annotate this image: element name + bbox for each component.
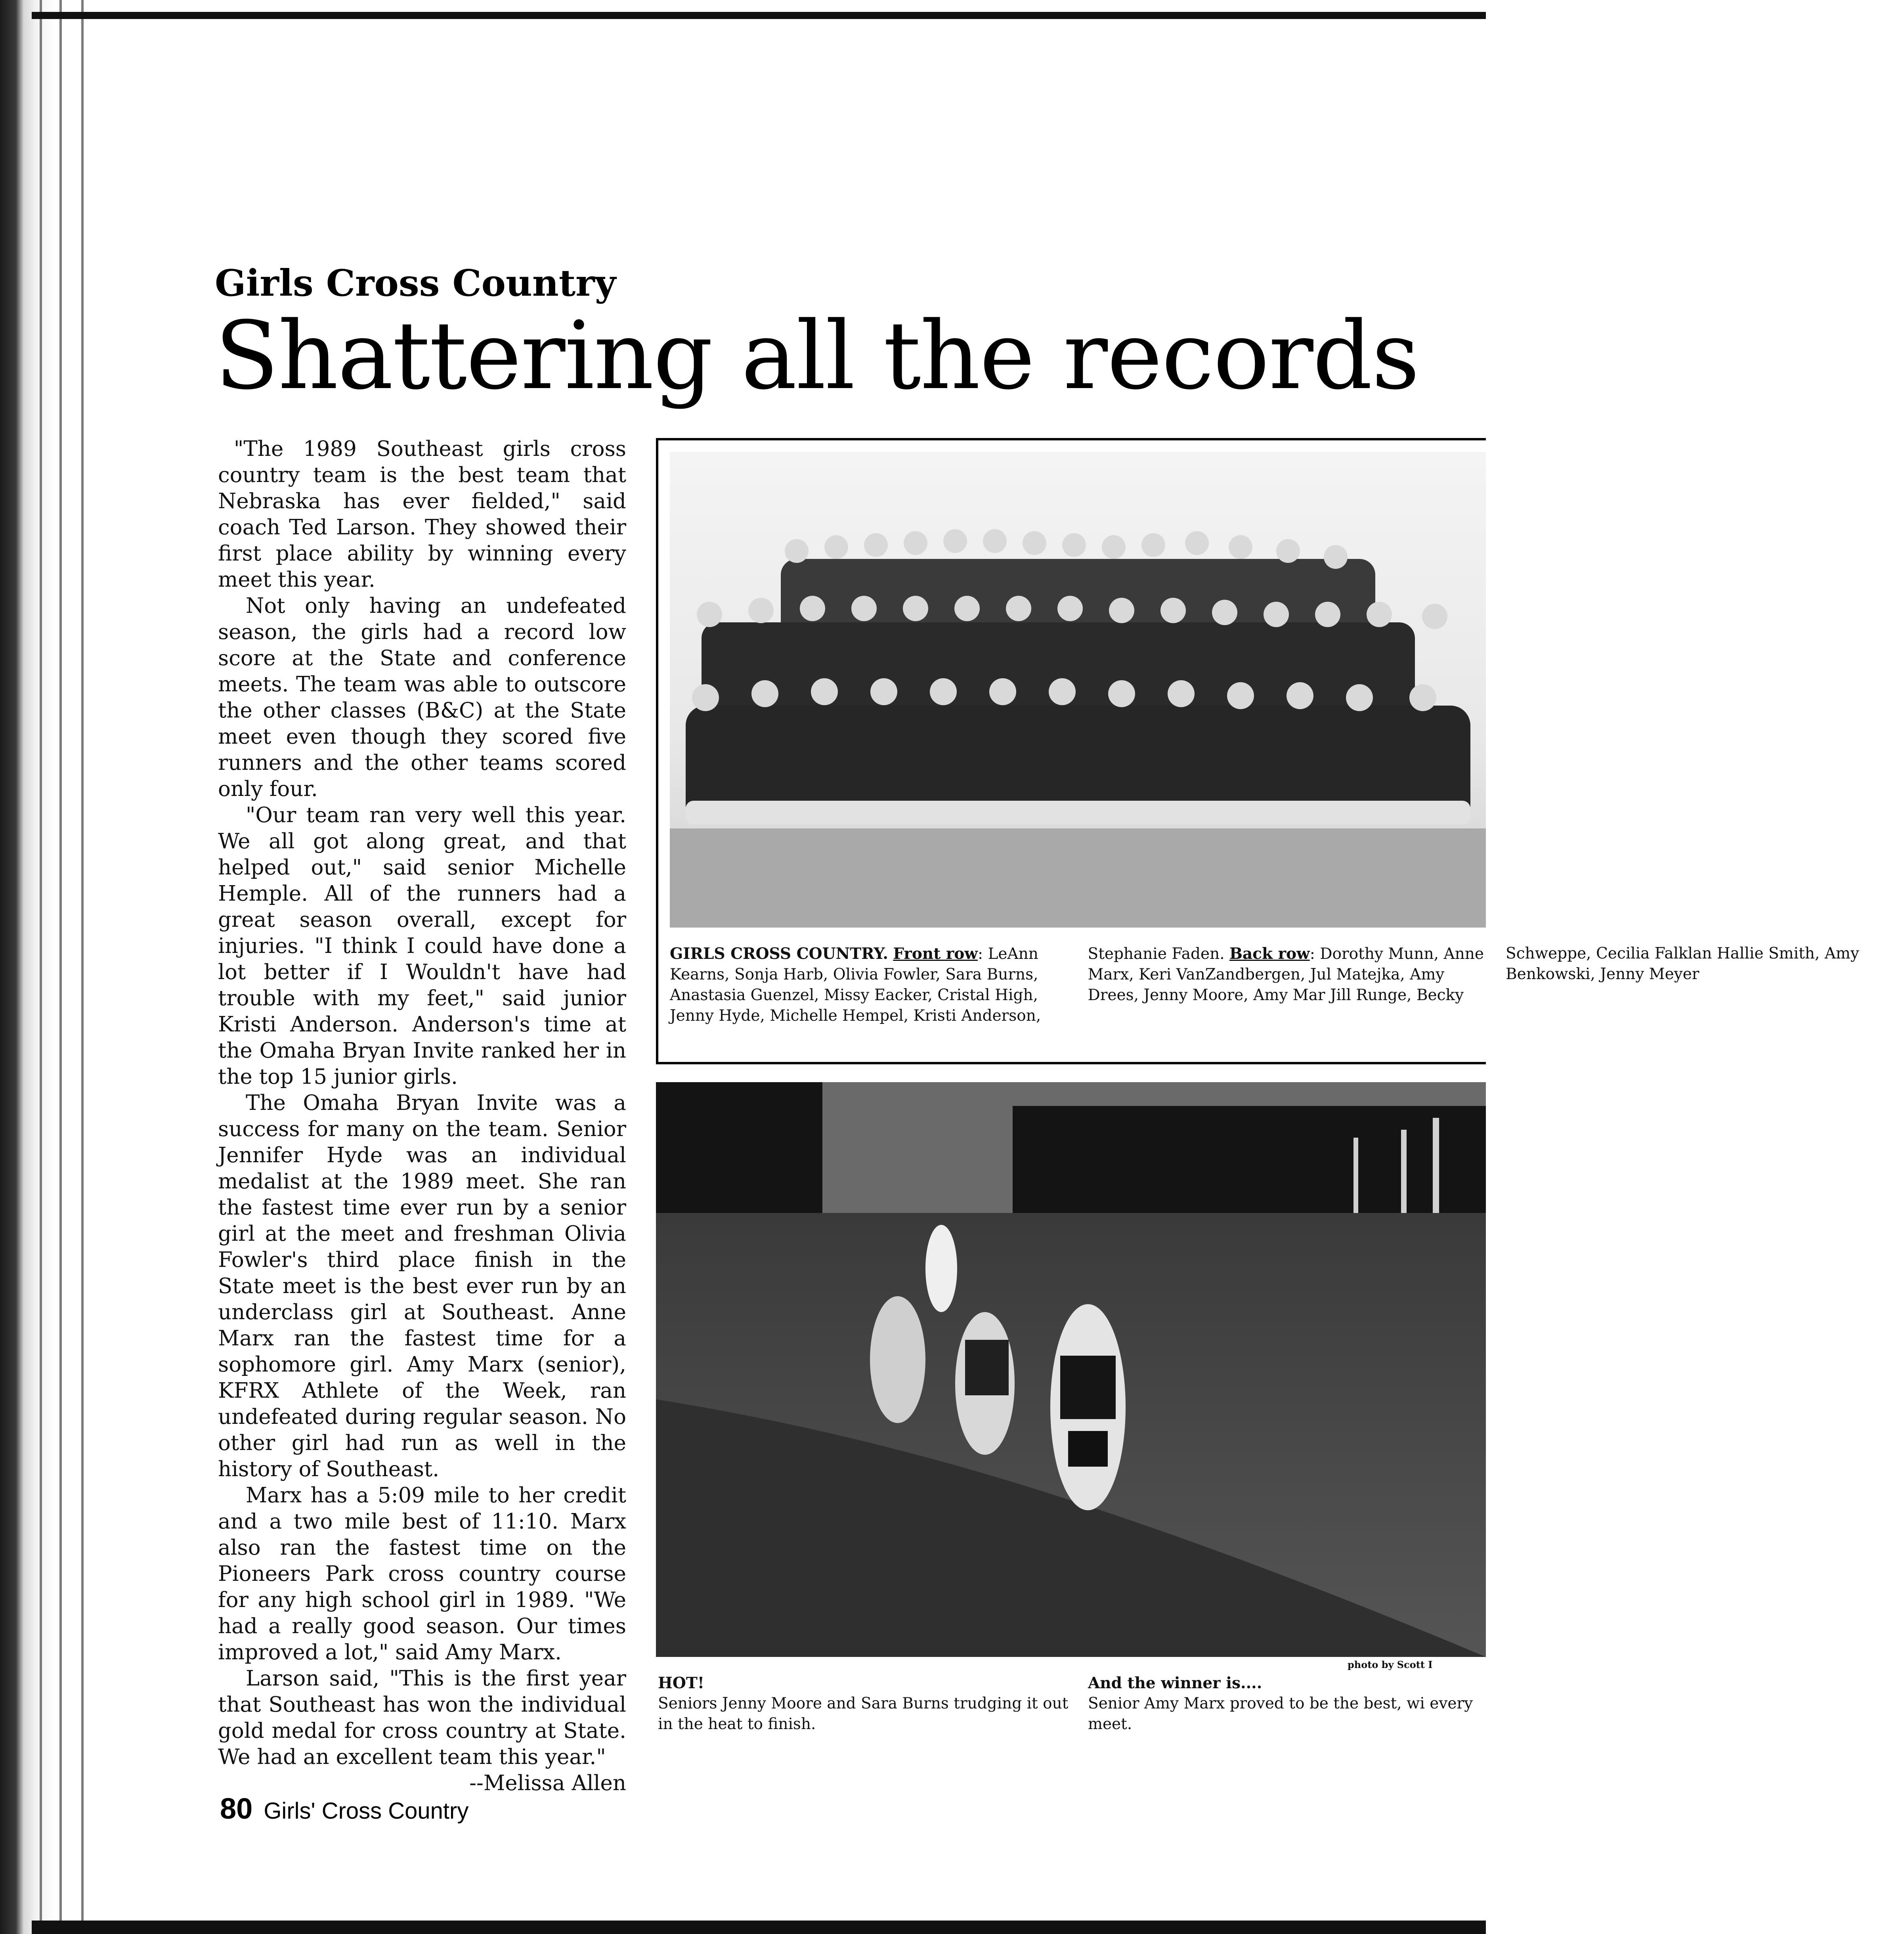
race-photo-image: [656, 1082, 1486, 1657]
story-paragraph: "The 1989 Southeast girls cross country team is the best team that Nebraska has ever fielded," said coach Ted Larson. They showed their first place ability by winning every meet this year.: [218, 437, 626, 592]
front-row-label: Front row: [893, 945, 978, 963]
binding-page-edge: [59, 0, 62, 1934]
story-paragraph: Not only having an undefeated season, the girls had a record low score at the State and conference meets. The team was able to outscore the other classes (B&C) at the State meet even though they scored five runners and the other teams scored only four.: [218, 594, 626, 801]
byline: --Melissa Allen: [469, 1771, 626, 1795]
photo-credit: photo by Scott I: [1348, 1659, 1433, 1670]
race-caption-left: [658, 1673, 1074, 1736]
team-photo-caption: [670, 943, 1859, 1043]
caption-left-heading: HOT!: [658, 1674, 704, 1692]
team-photo-image: [670, 452, 1486, 928]
page-folio: [220, 1792, 468, 1825]
caption-right-heading: And the winner is....: [1088, 1674, 1262, 1692]
story-paragraph: "Our team ran very well this year. We all got along great, and that helped out," said senior Michelle Hemple. All of the runners had a great season overall, except for injuries. "I think I could have done a lot better if I Wouldn't have had trouble with my feet," said junior Kristi Anderson. Anderson's time at the Omaha Bryan Invite ranked her in the top 15 junior girls.: [218, 803, 626, 1089]
race-caption-right: [1088, 1673, 1486, 1736]
page-headline: Shattering all the records: [215, 301, 1419, 410]
story-paragraph: Larson said, "This is the first year that Southeast has won the individual gold medal for cross country at State. We had an excellent team this year.": [218, 1666, 626, 1769]
team-photo: [670, 452, 1486, 928]
binding-page-edge: [40, 0, 42, 1934]
back-row-names: : Dorothy Munn, Anne Marx, Keri VanZandbergen, Jul Matejka, Amy Drees, Jenny Moore, Amy Mar Jill Runge, Becky Schweppe, Cecilia Falklan Hallie Smith, Amy Benkowski, Jenny Meyer: [1088, 945, 1859, 1004]
caption-right-text: Senior Amy Marx proved to be the best, wi every meet.: [1088, 1695, 1473, 1733]
bottom-rule: [32, 1921, 1486, 1934]
race-photo: [656, 1082, 1486, 1657]
front-row-names: : LeAnn Kearns, Sonja Harb, Olivia Fowler, Sara Burns, Anastasia Guenzel, Missy Eacker, Cristal High, Jenny Hyde, Michelle Hempel, Kristi Anderson, Stephanie Faden.: [670, 945, 1225, 1025]
story-column: [218, 436, 626, 1796]
section-name: Girls' Cross Country: [264, 1798, 469, 1824]
page-number: 80: [220, 1792, 253, 1825]
caption-heading: GIRLS CROSS COUNTRY.: [670, 945, 888, 963]
book-binding: [0, 0, 115, 1934]
section-kicker: Girls Cross Country: [215, 262, 616, 304]
binding-page-edge: [81, 0, 84, 1934]
story-paragraph: The Omaha Bryan Invite was a success for many on the team. Senior Jennifer Hyde was an individual medalist at the 1989 meet. She ran the fastest time ever run by a senior girl at the meet and freshman Olivia Fowler's third place finish in the State meet is the best ever run by an underclass girl at Southeast. Anne Marx ran the fastest time for a sophomore girl. Amy Marx (senior), KFRX Athlete of the Week, ran undefeated during regular season. No other girl had run as well in the history of Southeast.: [218, 1091, 626, 1481]
top-rule: [32, 12, 1486, 19]
caption-left-text: Seniors Jenny Moore and Sara Burns trudging it out in the heat to finish.: [658, 1695, 1069, 1733]
back-row-label: Back row: [1229, 945, 1310, 963]
story-paragraph: Marx has a 5:09 mile to her credit and a two mile best of 11:10. Marx also ran the fastest time on the Pioneers Park cross country course for any high school girl in 1989. "We had a really good season. Our times improved a lot," said Amy Marx.: [218, 1483, 626, 1664]
